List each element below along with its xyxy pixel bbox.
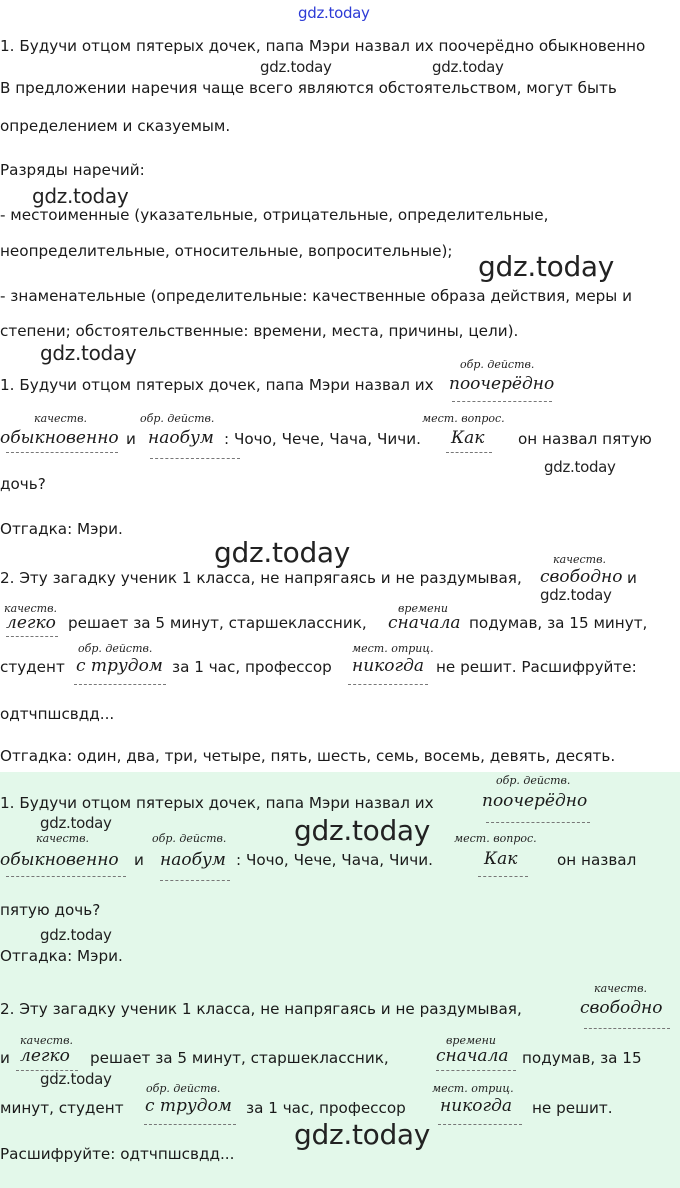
text-line: Отгадка: Мэри. <box>0 520 123 538</box>
watermark: gdz.today <box>40 341 137 365</box>
text-line: решает за 5 минут, старшеклассник, <box>90 1049 389 1067</box>
watermark: gdz.today <box>478 250 615 283</box>
dashed-underline <box>6 636 58 637</box>
watermark: gdz.today <box>32 184 129 208</box>
watermark: gdz.today <box>294 1118 431 1151</box>
dashed-underline <box>478 876 528 877</box>
text-line: и <box>134 851 144 869</box>
watermark: gdz.today <box>40 926 112 944</box>
watermark: gdz.today <box>294 814 431 847</box>
adverb-category-annotation: мест. вопрос. <box>422 412 505 425</box>
adverb-category-annotation: качеств. <box>594 982 647 995</box>
text-line: решает за 5 минут, старшеклассник, <box>68 614 367 632</box>
adverb-category-annotation: обр. действ. <box>496 774 571 787</box>
watermark: gdz.today <box>540 586 612 604</box>
dashed-underline <box>150 458 240 459</box>
adverb: поочерёдно <box>449 374 555 394</box>
text-line: 1. Будучи отцом пятерых дочек, папа Мэри назвал их <box>0 376 434 394</box>
text-line: В предложении наречия чаще всего являются обстоятельством, могут быть <box>0 79 617 97</box>
watermark: gdz.today <box>432 58 504 76</box>
adverb-category-annotation: обр. действ. <box>140 412 215 425</box>
dashed-underline <box>438 1124 522 1125</box>
text-line: : Чочо, Чече, Чача, Чичи. <box>224 430 421 448</box>
text-line: 2. Эту загадку ученик 1 класса, не напрягаясь и не раздумывая, <box>0 569 522 587</box>
watermark: gdz.today <box>298 4 370 22</box>
adverb-category-annotation: обр. действ. <box>78 642 153 655</box>
adverb: обыкновенно <box>0 850 119 870</box>
dashed-underline <box>144 1124 236 1125</box>
text-line: подумав, за 15 <box>522 1049 642 1067</box>
watermark: gdz.today <box>544 458 616 476</box>
text-line: : Чочо, Чече, Чача, Чичи. <box>236 851 433 869</box>
dashed-underline <box>16 1070 78 1071</box>
adverb-category-annotation: качеств. <box>553 553 606 566</box>
adverb: обыкновенно <box>0 428 119 448</box>
adverb: наобум <box>148 428 214 448</box>
dashed-underline <box>74 684 166 685</box>
adverb-category-annotation: качеств. <box>36 832 89 845</box>
text-line: 1. Будучи отцом пятерых дочек, папа Мэри назвал их <box>0 794 434 812</box>
dashed-underline <box>6 452 118 453</box>
text-line: минут, студент <box>0 1099 124 1117</box>
dashed-underline <box>446 452 492 453</box>
adverb: поочерёдно <box>482 791 588 811</box>
adverb: наобум <box>160 850 226 870</box>
adverb: Как <box>451 428 485 448</box>
adverb-category-annotation: времени <box>446 1034 496 1047</box>
dashed-underline <box>348 684 428 685</box>
watermark: gdz.today <box>40 814 112 832</box>
text-line: Расшифруйте: одтчпшсвдд... <box>0 1145 235 1163</box>
text-line: Отгадка: один, два, три, четыре, пять, шесть, семь, восемь, девять, десять. <box>0 747 616 765</box>
adverb: свободно <box>580 998 663 1018</box>
text-line: и <box>0 1049 10 1067</box>
adverb: никогда <box>440 1096 513 1116</box>
text-line: неопределительные, относительные, вопросительные); <box>0 242 453 260</box>
adverb: легко <box>6 613 56 633</box>
adverb-category-annotation: обр. действ. <box>152 832 227 845</box>
text-line: 1. Будучи отцом пятерых дочек, папа Мэри назвал их поочерёдно обыкновенно <box>0 37 646 55</box>
dashed-underline <box>160 880 230 881</box>
dashed-underline <box>452 401 552 402</box>
dashed-underline <box>584 1028 670 1029</box>
adverb-category-annotation: качеств. <box>4 602 57 615</box>
adverb: с трудом <box>145 1096 232 1116</box>
text-line: дочь? <box>0 475 46 493</box>
adverb: свободно <box>540 567 623 587</box>
text-line: - знаменательные (определительные: качественные образа действия, меры и <box>0 287 632 305</box>
adverb: с трудом <box>76 656 163 676</box>
text-line: Отгадка: Мэри. <box>0 947 123 965</box>
dashed-underline <box>436 1070 516 1071</box>
watermark: gdz.today <box>260 58 332 76</box>
adverb: Как <box>484 849 518 869</box>
adverb-category-annotation: времени <box>398 602 448 615</box>
text-line: степени; обстоятельственные: времени, места, причины, цели). <box>0 322 519 340</box>
text-line: определением и сказуемым. <box>0 117 231 135</box>
text-line: за 1 час, профессор <box>246 1099 406 1117</box>
text-line: и <box>627 569 637 587</box>
text-line: Разряды наречий: <box>0 161 145 179</box>
adverb-category-annotation: мест. вопрос. <box>454 832 537 845</box>
text-line: и <box>126 430 136 448</box>
adverb-category-annotation: обр. действ. <box>146 1082 221 1095</box>
text-line: подумав, за 15 минут, <box>469 614 648 632</box>
text-line: не решит. <box>532 1099 613 1117</box>
text-line: студент <box>0 658 65 676</box>
dashed-underline <box>6 876 126 877</box>
text-line: не решит. Расшифруйте: <box>436 658 637 676</box>
adverb: сначала <box>436 1046 509 1066</box>
text-line: - местоименные (указательные, отрицательные, определительные, <box>0 206 549 224</box>
watermark: gdz.today <box>40 1070 112 1088</box>
text-line: 2. Эту загадку ученик 1 класса, не напрягаясь и не раздумывая, <box>0 1000 522 1018</box>
text-line: пятую дочь? <box>0 901 101 919</box>
text-line: он назвал пятую <box>518 430 652 448</box>
adverb-category-annotation: мест. отриц. <box>432 1082 514 1095</box>
adverb-category-annotation: обр. действ. <box>460 358 535 371</box>
adverb: легко <box>20 1046 70 1066</box>
adverb-category-annotation: качеств. <box>34 412 87 425</box>
adverb-category-annotation: мест. отриц. <box>352 642 434 655</box>
adverb: сначала <box>388 613 461 633</box>
text-line: за 1 час, профессор <box>172 658 332 676</box>
adverb-category-annotation: качеств. <box>20 1034 73 1047</box>
adverb: никогда <box>352 656 425 676</box>
watermark: gdz.today <box>214 536 351 569</box>
text-line: он назвал <box>557 851 637 869</box>
text-line: одтчпшсвдд... <box>0 705 115 723</box>
dashed-underline <box>486 822 590 823</box>
